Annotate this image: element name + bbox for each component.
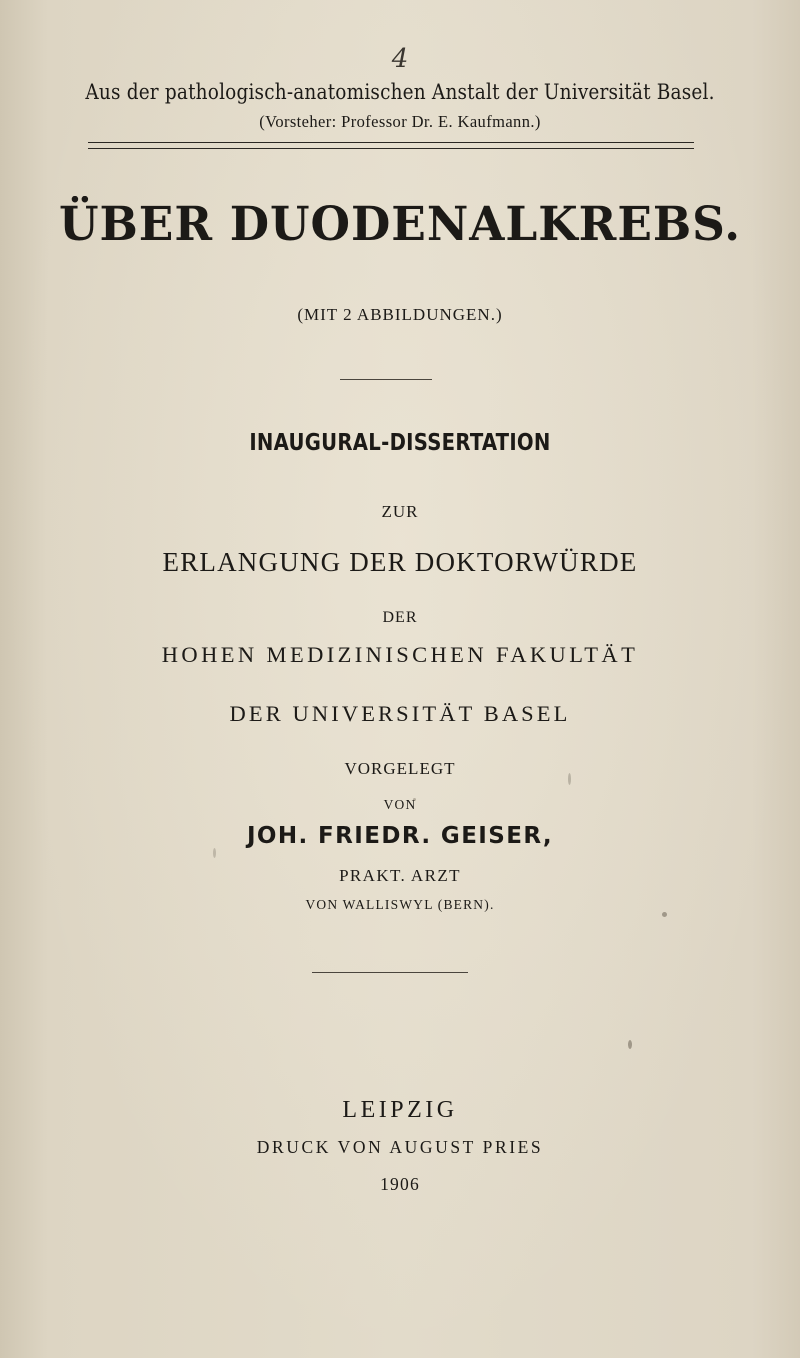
paper-speck: [413, 798, 416, 801]
director-line: (Vorsteher: Professor Dr. E. Kaufmann.): [259, 112, 541, 131]
author-name: JOH. FRIEDR. GEISER,: [246, 823, 554, 849]
institute-line: Aus der pathologisch-anatomischen Anstalt der Universität Basel.: [85, 80, 715, 105]
zur-line: ZUR: [381, 502, 419, 521]
paper-speck: [568, 773, 571, 785]
von-line: VON: [383, 797, 417, 812]
document-title: ÜBER DUODENALKREBS.: [58, 197, 742, 252]
paper-speck: [662, 912, 667, 917]
faculty-line: HOHEN MEDIZINISCHEN FAKULTÄT: [161, 642, 639, 667]
purpose-line: ERLANGUNG DER DOKTORWÜRDE: [162, 547, 638, 577]
handwritten-page-mark: 4: [391, 44, 409, 74]
paper-speck: [628, 1040, 632, 1049]
dissertation-label: INAUGURAL-DISSERTATION: [249, 430, 551, 456]
presented-line: VORGELEGT: [344, 759, 456, 778]
divider-rule-top: [340, 379, 432, 380]
header-double-rule: [88, 142, 694, 149]
printer-line: DRUCK VON AUGUST PRIES: [256, 1137, 544, 1157]
publication-year: 1906: [380, 1174, 420, 1194]
divider-rule-bottom: [312, 972, 468, 973]
paper-speck: [213, 848, 216, 858]
author-origin: VON WALLISWYL (BERN).: [305, 897, 495, 912]
author-profession: PRAKT. ARZT: [339, 866, 461, 885]
der-line: DER: [382, 609, 418, 626]
university-line: DER UNIVERSITÄT BASEL: [229, 701, 571, 726]
figures-note: (MIT 2 ABBILDUNGEN.): [297, 305, 503, 324]
publication-city: LEIPZIG: [342, 1097, 458, 1123]
